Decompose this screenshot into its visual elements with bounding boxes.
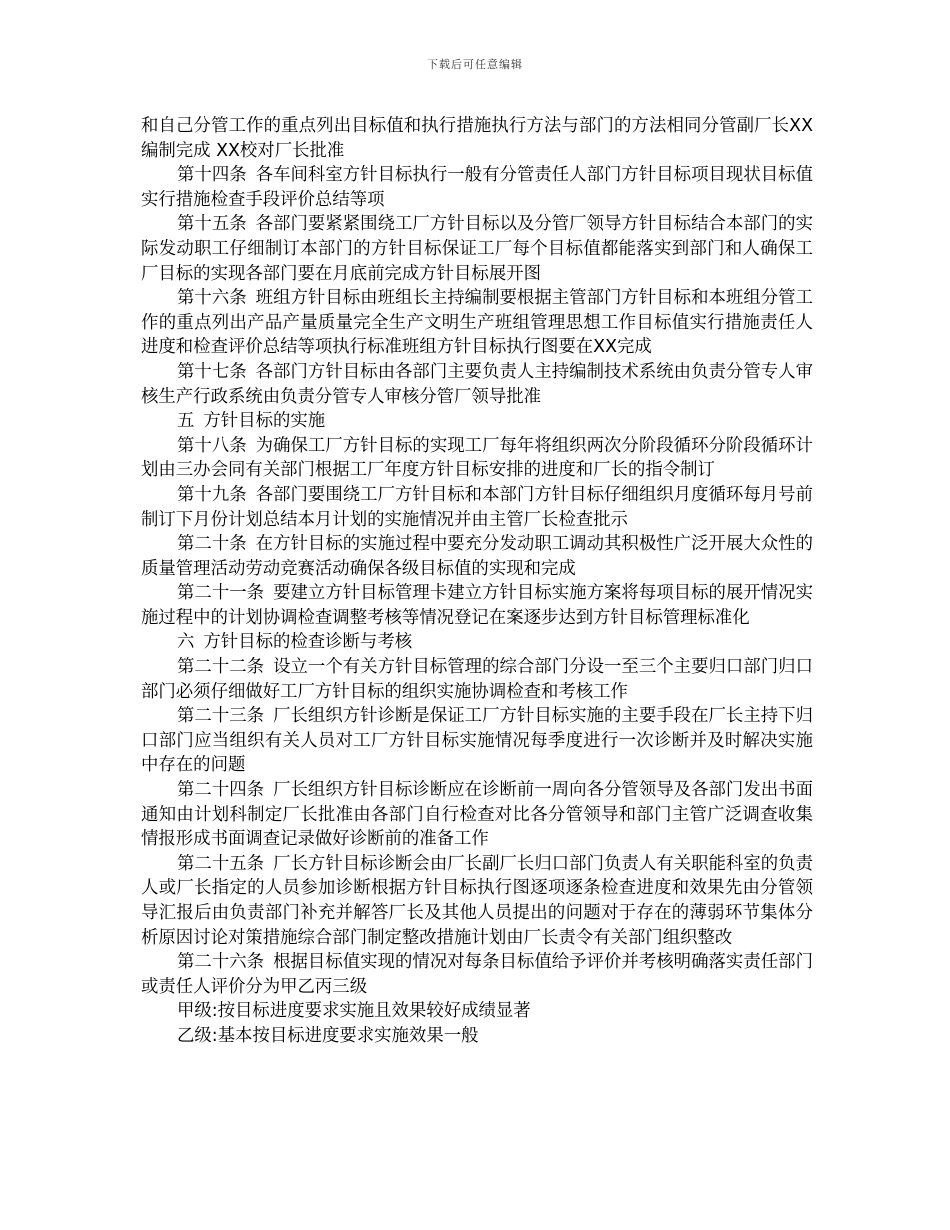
grade-text: 乙级:基本按目标进度要求实施效果一般 <box>177 1025 479 1046</box>
page-header: 下载后可任意编辑 <box>427 58 523 71</box>
article-15 <box>141 212 813 286</box>
article-26 <box>141 950 813 999</box>
article-number: 第十九条 <box>177 484 247 505</box>
article-text: 在方针目标的实施过程中要充分发动职工调动其积极性广泛开展大众性的质量管理活动劳动竞赛活动确保各级目标值的实现和完成 <box>141 534 813 579</box>
article-number: 第二十一条 <box>177 583 265 604</box>
article-number: 第二十三条 <box>177 706 265 727</box>
article-18 <box>141 434 813 483</box>
document-body <box>141 114 813 1049</box>
section-number: 六 <box>177 632 195 653</box>
article-25 <box>141 852 813 950</box>
article-number: 第十八条 <box>177 435 247 456</box>
grade-a-definition <box>141 999 813 1024</box>
article-16 <box>141 286 813 360</box>
article-number: 第二十五条 <box>177 853 265 874</box>
grade-text: 甲级:按目标进度要求实施且效果较好成绩显著 <box>177 1001 531 1022</box>
article-text: 要建立方针目标管理卡建立方针目标实施方案将每项目标的展开情况实施过程中的计划协调检查调整考核等情况登记在案逐步达到方针目标管理标准化 <box>141 583 813 628</box>
article-number: 第二十四条 <box>177 780 265 801</box>
article-text: 各部门要围绕工厂方针目标和本部门方针目标仔细组织月度循环每月号前制订下月份计划总结本月计划的实施情况并由主管厂长检查批示 <box>141 484 813 530</box>
article-20 <box>141 532 813 581</box>
article-24 <box>141 778 813 852</box>
paragraph-text: 和自己分管工作的重点列出目标值和执行措施执行方法与部门的方法相同分管副厂长XX编制完成 XX校对厂长批准 <box>141 116 813 161</box>
article-text: 厂长组织方针诊断是保证工厂方针目标实施的主要手段在厂长主持下归口部门应当组织有关人员对工厂方针目标实施情况每季度进行一次诊断并及时解决实施中存在的问题 <box>141 706 813 776</box>
article-number: 第二十条 <box>177 534 247 555</box>
section-number: 五 <box>177 411 195 432</box>
section-title: 方针目标的实施 <box>203 411 326 432</box>
article-text: 厂长组织方针目标诊断应在诊断前一周向各分管领导及各部门发出书面通知由计划科制定厂长批准由各部门自行检查对比各分管领导和部门主管广泛调查收集情报形成书面调查记录做好诊断前的准备工作 <box>141 780 813 850</box>
article-text: 为确保工厂方针目标的实现工厂每年将组织两次分阶段循环分阶段循环计划由三办会同有关部门根据工厂年度方针目标安排的进度和厂长的指令制订 <box>141 435 813 481</box>
article-number: 第十五条 <box>177 214 247 235</box>
article-text: 设立一个有关方针目标管理的综合部门分设一至三个主要归口部门归口部门必须仔细做好工厂方针目标的组织实施协调检查和考核工作 <box>141 657 813 702</box>
article-text: 班组方针目标由班组长主持编制要根据主管部门方针目标和本班组分管工作的重点列出产品产量质量完全生产文明生产班组管理思想工作目标值实行措施责任人进度和检查评价总结等项执行标准班组方针目标执行图要在XX完成 <box>141 288 813 358</box>
article-text: 各部门方针目标由各部门主要负责人主持编制技术系统由负责分管专人审核生产行政系统由负责分管专人审核分管厂领导批准 <box>141 361 813 407</box>
article-23 <box>141 704 813 778</box>
section-heading-6 <box>141 630 813 655</box>
section-heading-5 <box>141 409 813 434</box>
article-19 <box>141 483 813 532</box>
article-number: 第二十二条 <box>177 657 265 678</box>
article-22 <box>141 655 813 704</box>
article-21 <box>141 581 813 630</box>
grade-b-definition <box>141 1024 813 1049</box>
article-number: 第二十六条 <box>177 952 265 973</box>
article-17 <box>141 360 813 409</box>
article-text: 各部门要紧紧围绕工厂方针目标以及分管厂领导方针目标结合本部门的实际发动职工仔细制订本部门的方针目标保证工厂每个目标值都能落实到部门和人确保工厂目标的实现各部门要在月底前完成方针目标展开图 <box>141 214 813 284</box>
article-14 <box>141 163 813 212</box>
article-number: 第十四条 <box>177 165 247 186</box>
article-text: 根据目标值实现的情况对每条目标值给予评价并考核明确落实责任部门或责任人评价分为甲乙丙三级 <box>141 952 813 997</box>
section-title: 方针目标的检查诊断与考核 <box>203 632 413 653</box>
article-text: 各车间科室方针目标执行一般有分管责任人部门方针目标项目现状目标值实行措施检查手段评价总结等项 <box>141 165 813 210</box>
article-number: 第十七条 <box>177 361 247 382</box>
article-number: 第十六条 <box>177 288 247 309</box>
paragraph-continuation <box>141 114 813 163</box>
article-text: 厂长方针目标诊断会由厂长副厂长归口部门负责人有关职能科室的负责人或厂长指定的人员参加诊断根据方针目标执行图逐项逐条检查进度和效果先由分管领导汇报后由负责部门补充并解答厂长及其他人员提出的问题对于存在的薄弱环节集体分析原因讨论对策措施综合部门制定整改措施计划由厂长责令有关部门组织整改 <box>141 853 813 948</box>
